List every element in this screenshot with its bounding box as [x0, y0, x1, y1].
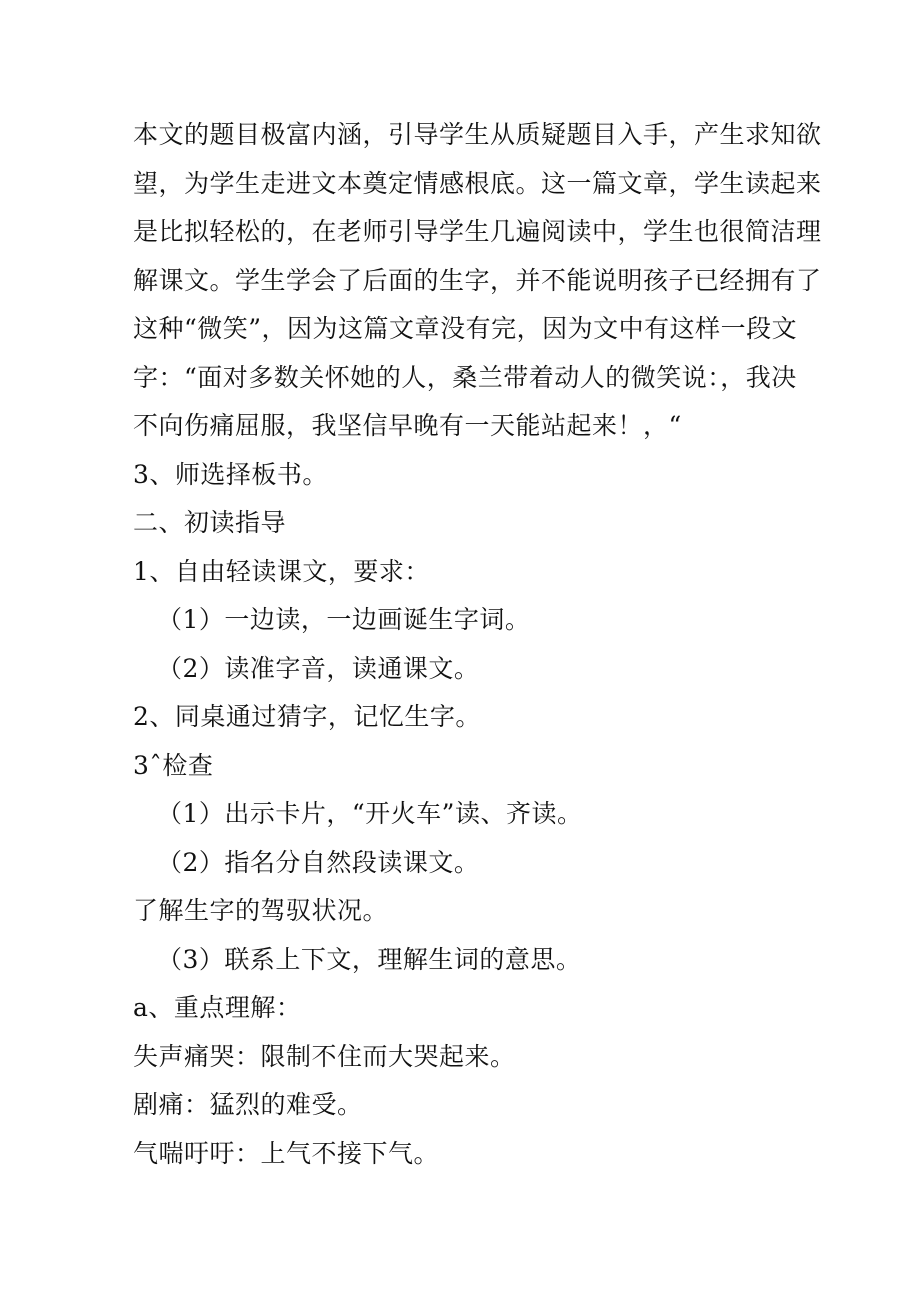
step-heading-board-writing: 3、师选择板书。: [133, 459, 328, 489]
list-item-context: （3）联系上下文，理解生词的意思。: [157, 944, 582, 974]
list-item-mark-words: （1）一边读，一边画诞生字词。: [157, 605, 531, 634]
paragraph-line-6: 字：“面对多数关怀她的人，桑兰带着动人的微笑说：，我决: [133, 362, 797, 392]
paragraph-line-7: 不向伤痛屈服，我坚信早晚有一天能站起来！，“: [133, 411, 682, 440]
definition-line-3: 气喘吁吁：上气不接下气。: [133, 1138, 440, 1168]
definition-line-2: 剧痛：猛烈的难受。: [133, 1090, 363, 1119]
step-heading-free-reading: 1、自由轻读课文，要求：: [133, 556, 430, 586]
step-heading-guess-words: 2、同桌通过猜字，记忆生字。: [133, 702, 481, 731]
paragraph-line-3: 是比拟轻松的，在老师引导学生几遍阅读中，学生也很简洁理: [133, 217, 822, 246]
list-item-read-accurately: （2）读准字音，读通课文。: [157, 653, 480, 683]
definition-line-1: 失声痛哭：限制不住而大哭起来。: [133, 1041, 516, 1071]
step-heading-check: 3ˆ检查: [133, 750, 214, 780]
paragraph-line-understand: 了解生字的驾驭状况。: [133, 896, 389, 925]
subheading-key-understanding: a、重点理解：: [133, 993, 302, 1022]
paragraph-line-4: 解课文。学生学会了后面的生字，并不能说明孩子已经拥有了: [133, 265, 822, 295]
section-heading-first-reading: 二、初读指导: [133, 508, 287, 537]
list-item-show-cards: （1）出示卡片，“开火车”读、齐读。: [157, 799, 583, 828]
paragraph-line-2: 望，为学生走进文本奠定情感根底。这一篇文章，学生读起来: [133, 168, 822, 198]
list-item-read-paragraphs: （2）指名分自然段读课文。: [157, 847, 480, 877]
paragraph-line-1: 本文的题目极富内涵，引导学生从质疑题目入手，产生求知欲: [133, 120, 822, 149]
document-body: [133, 111, 822, 1178]
paragraph-line-5: 这种“微笑”，因为这篇文章没有完，因为文中有这样一段文: [133, 314, 798, 343]
